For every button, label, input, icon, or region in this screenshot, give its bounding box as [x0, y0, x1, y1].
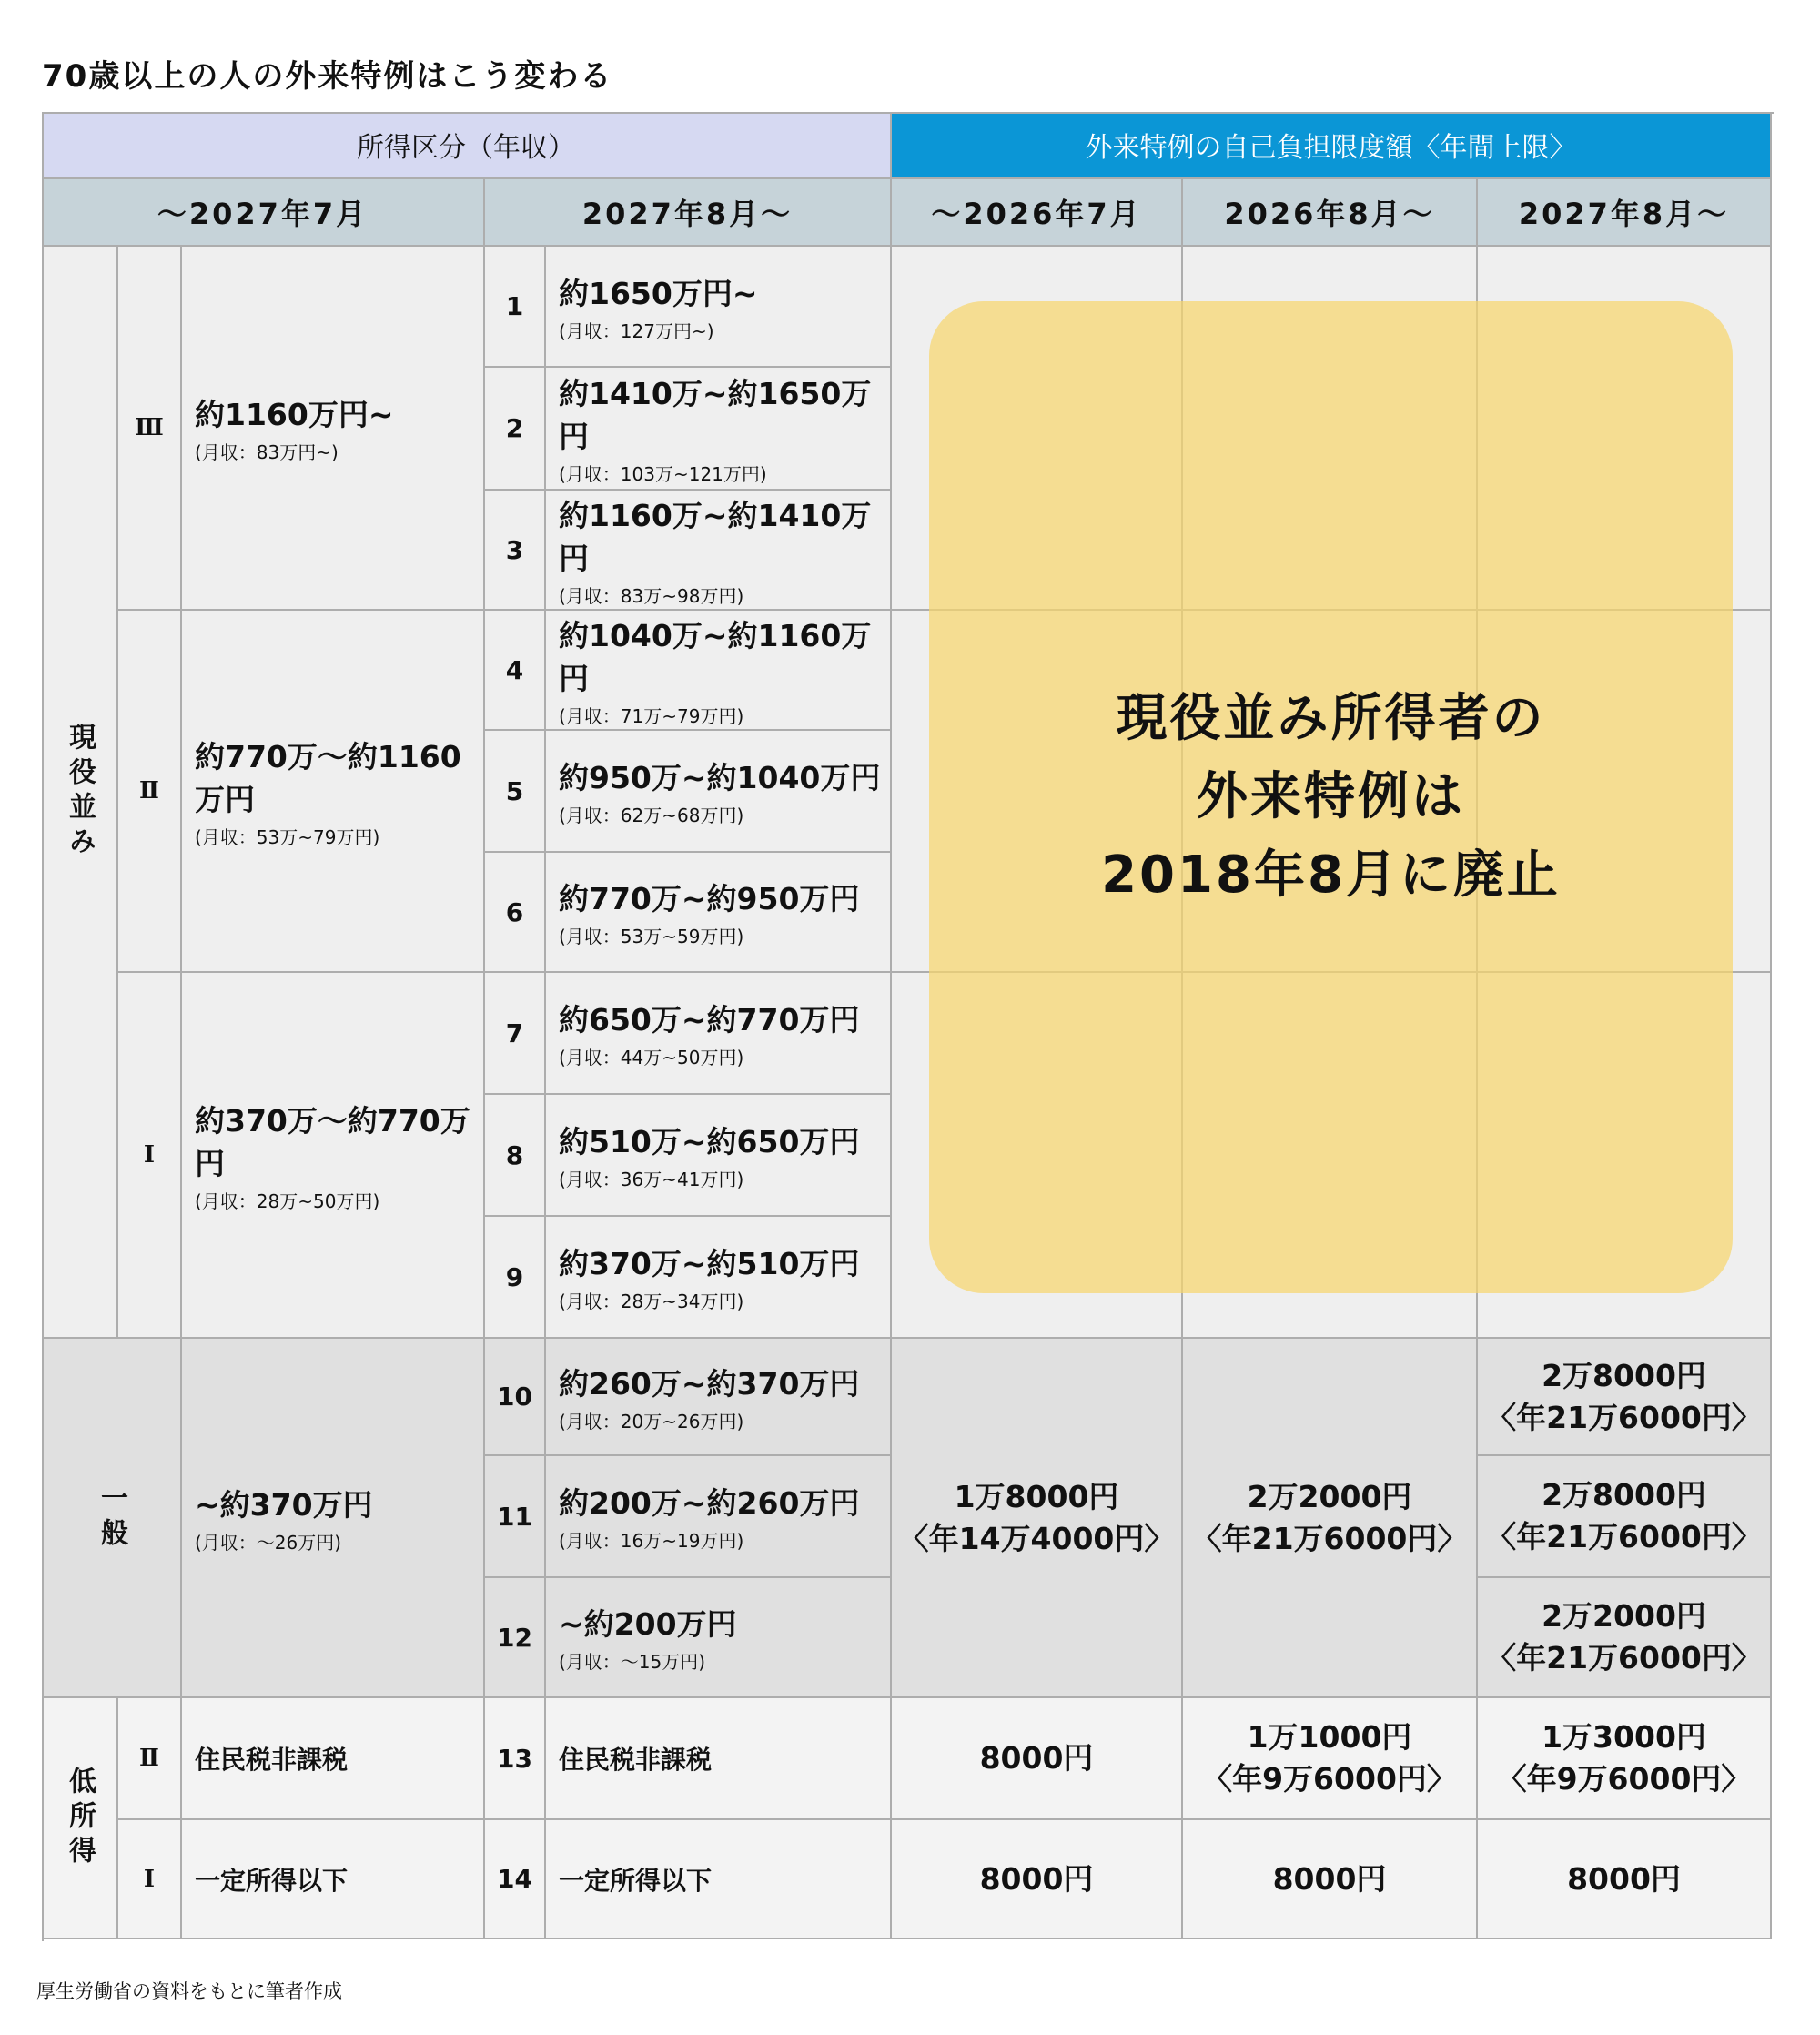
group-label: 一般 — [96, 1483, 127, 1553]
monthly-limit: 8000円 — [1272, 1860, 1387, 1897]
monthly-limit: 1万1000円 — [1247, 1719, 1412, 1755]
monthly-limit: 2万8000円 — [1542, 1357, 1706, 1393]
new-income-5 — [546, 731, 892, 853]
new-income-2 — [546, 368, 892, 491]
limit-l2-2027-08 — [1478, 1698, 1772, 1820]
income-monthly: (月収：16万~19万円) — [559, 1530, 744, 1552]
income-main: 約770万~約950万円 — [559, 881, 860, 916]
note-line: 外来特例は — [1197, 767, 1465, 826]
income-main: 約1040万~約1160万円 — [559, 617, 872, 696]
group-label: 現役並み — [64, 723, 96, 861]
limit-ippan-2027-08-row12 — [1478, 1578, 1772, 1698]
limit-ippan-2027-08-row10 — [1478, 1339, 1772, 1456]
old-income-l1: 一定所得以下 — [182, 1820, 485, 1939]
annual-limit: 〈年21万6000円〉 — [1191, 1520, 1468, 1556]
annual-limit: 〈年14万4000円〉 — [898, 1520, 1175, 1556]
new-income-8 — [546, 1095, 892, 1217]
annual-limit: 〈年9万6000円〉 — [1496, 1761, 1752, 1797]
monthly-limit: 1万8000円 — [954, 1478, 1119, 1514]
income-main: 約770万～約1160万円 — [195, 738, 461, 817]
income-main: 約200万~約260万円 — [559, 1485, 860, 1521]
income-main: 約950万~約1040万円 — [559, 760, 881, 795]
row-number: 10 — [485, 1339, 546, 1456]
income-main: 約370万~約510万円 — [559, 1246, 860, 1281]
row-number: 12 — [485, 1578, 546, 1698]
new-income-11 — [546, 1456, 892, 1578]
row-number: 2 — [485, 368, 546, 491]
new-income-7 — [546, 973, 892, 1095]
header-limit-2026-07: ～2026年7月 — [892, 179, 1183, 247]
income-monthly: (月収：127万円~) — [559, 319, 714, 342]
group-teishotoku — [42, 1698, 118, 1939]
tier-g3: Ⅲ — [118, 247, 182, 611]
page-title: 70歳以上の人の外来特例はこう変わる — [42, 58, 613, 95]
monthly-limit: 2万2000円 — [1542, 1598, 1706, 1634]
new-income-9 — [546, 1217, 892, 1339]
row-number: 6 — [485, 853, 546, 973]
row-number: 1 — [485, 247, 546, 368]
row-number: 11 — [485, 1456, 546, 1578]
tier-g1: Ⅰ — [118, 973, 182, 1339]
income-monthly: (月収：36万~41万円) — [559, 1169, 744, 1190]
old-income-ippan — [182, 1339, 485, 1698]
new-income-14: 一定所得以下 — [546, 1820, 892, 1939]
income-monthly: (月収：～15万円) — [559, 1651, 706, 1673]
monthly-limit: 1万3000円 — [1542, 1719, 1706, 1755]
monthly-limit: 8000円 — [979, 1740, 1094, 1776]
header-period-new: 2027年8月～ — [485, 179, 892, 247]
new-income-6 — [546, 853, 892, 973]
old-income-l2: 住民税非課税 — [182, 1698, 485, 1820]
income-monthly: (月収：～26万円) — [195, 1531, 342, 1554]
row-number: 3 — [485, 491, 546, 611]
new-income-10 — [546, 1339, 892, 1456]
annual-limit: 〈年21万6000円〉 — [1486, 1399, 1762, 1435]
old-income-g3 — [182, 247, 485, 611]
abolished-note — [929, 301, 1733, 1293]
monthly-limit: 2万8000円 — [1542, 1477, 1706, 1513]
income-monthly: (月収：44万~50万円) — [559, 1047, 744, 1068]
income-monthly: (月収：28万~34万円) — [559, 1291, 744, 1312]
monthly-limit: 8000円 — [979, 1860, 1094, 1897]
header-income-class: 所得区分（年収） — [42, 112, 892, 179]
header-limit-2027-08: 2027年8月～ — [1478, 179, 1772, 247]
income-main: 約260万~約370万円 — [559, 1365, 860, 1402]
row-number: 13 — [485, 1698, 546, 1820]
row-number: 14 — [485, 1820, 546, 1939]
income-monthly: (月収：103万~121万円) — [559, 463, 767, 485]
limit-ippan-2027-08-row11 — [1478, 1456, 1772, 1578]
group-label: 低所得 — [64, 1766, 96, 1870]
limit-l2-2026-07 — [892, 1698, 1183, 1820]
limit-ippan-2026-07 — [892, 1339, 1183, 1698]
income-main: 約1160万~約1410万円 — [559, 497, 872, 576]
tier-l1: Ⅰ — [118, 1820, 182, 1939]
limit-l1-2027-08 — [1478, 1820, 1772, 1939]
new-income-3 — [546, 491, 892, 611]
group-ippan — [42, 1339, 182, 1698]
group-genekinami — [42, 247, 118, 1339]
limit-l1-2026-07 — [892, 1820, 1183, 1939]
row-number: 7 — [485, 973, 546, 1095]
income-main: 約1410万~約1650万円 — [559, 376, 872, 454]
monthly-limit: 8000円 — [1567, 1860, 1681, 1897]
income-main: 約370万～約770万円 — [195, 1102, 470, 1181]
source-note: 厚生労働省の資料をもとに筆者作成 — [36, 1980, 342, 2002]
new-income-12 — [546, 1578, 892, 1698]
new-income-13: 住民税非課税 — [546, 1698, 892, 1820]
new-income-4 — [546, 611, 892, 731]
income-main: 約1650万円~ — [559, 275, 758, 311]
annual-limit: 〈年9万6000円〉 — [1202, 1761, 1457, 1797]
income-monthly: (月収：83万円~) — [195, 441, 339, 463]
limit-l2-2026-08 — [1183, 1698, 1478, 1820]
annual-limit: 〈年21万6000円〉 — [1486, 1640, 1762, 1676]
row-number: 8 — [485, 1095, 546, 1217]
income-monthly: (月収：62万~68万円) — [559, 805, 744, 826]
income-main: 約1160万円~ — [195, 397, 394, 432]
row-number: 5 — [485, 731, 546, 853]
limit-l1-2026-08 — [1183, 1820, 1478, 1939]
income-monthly: (月収：71万~79万円) — [559, 704, 744, 727]
income-main: ~約200万円 — [559, 1606, 737, 1642]
old-income-g1 — [182, 973, 485, 1339]
new-income-1 — [546, 247, 892, 368]
income-monthly: (月収：53万~59万円) — [559, 926, 744, 947]
annual-limit: 〈年21万6000円〉 — [1486, 1519, 1762, 1554]
income-monthly: (月収：28万~50万円) — [195, 1190, 380, 1212]
note-line: 2018年8月に廃止 — [1101, 845, 1561, 905]
income-monthly: (月収：83万~98万円) — [559, 584, 744, 607]
row-number: 4 — [485, 611, 546, 731]
income-monthly: (月収：20万~26万円) — [559, 1410, 744, 1433]
income-main: ~約370万円 — [195, 1486, 373, 1523]
tier-g2: Ⅱ — [118, 611, 182, 973]
note-line: 現役並み所得者の — [1116, 689, 1546, 748]
income-main: 約650万~約770万円 — [559, 1002, 860, 1038]
monthly-limit: 2万2000円 — [1247, 1478, 1412, 1514]
income-monthly: (月収：53万~79万円) — [195, 825, 380, 848]
old-income-g2 — [182, 611, 485, 973]
header-limit-2026-08: 2026年8月～ — [1183, 179, 1478, 247]
row-number: 9 — [485, 1217, 546, 1339]
tier-l2: Ⅱ — [118, 1698, 182, 1820]
header-limit: 外来特例の自己負担限度額〈年間上限〉 — [892, 112, 1772, 179]
income-main: 約510万~約650万円 — [559, 1124, 860, 1159]
header-period-old: ～2027年7月 — [42, 179, 485, 247]
limit-ippan-2026-08 — [1183, 1339, 1478, 1698]
